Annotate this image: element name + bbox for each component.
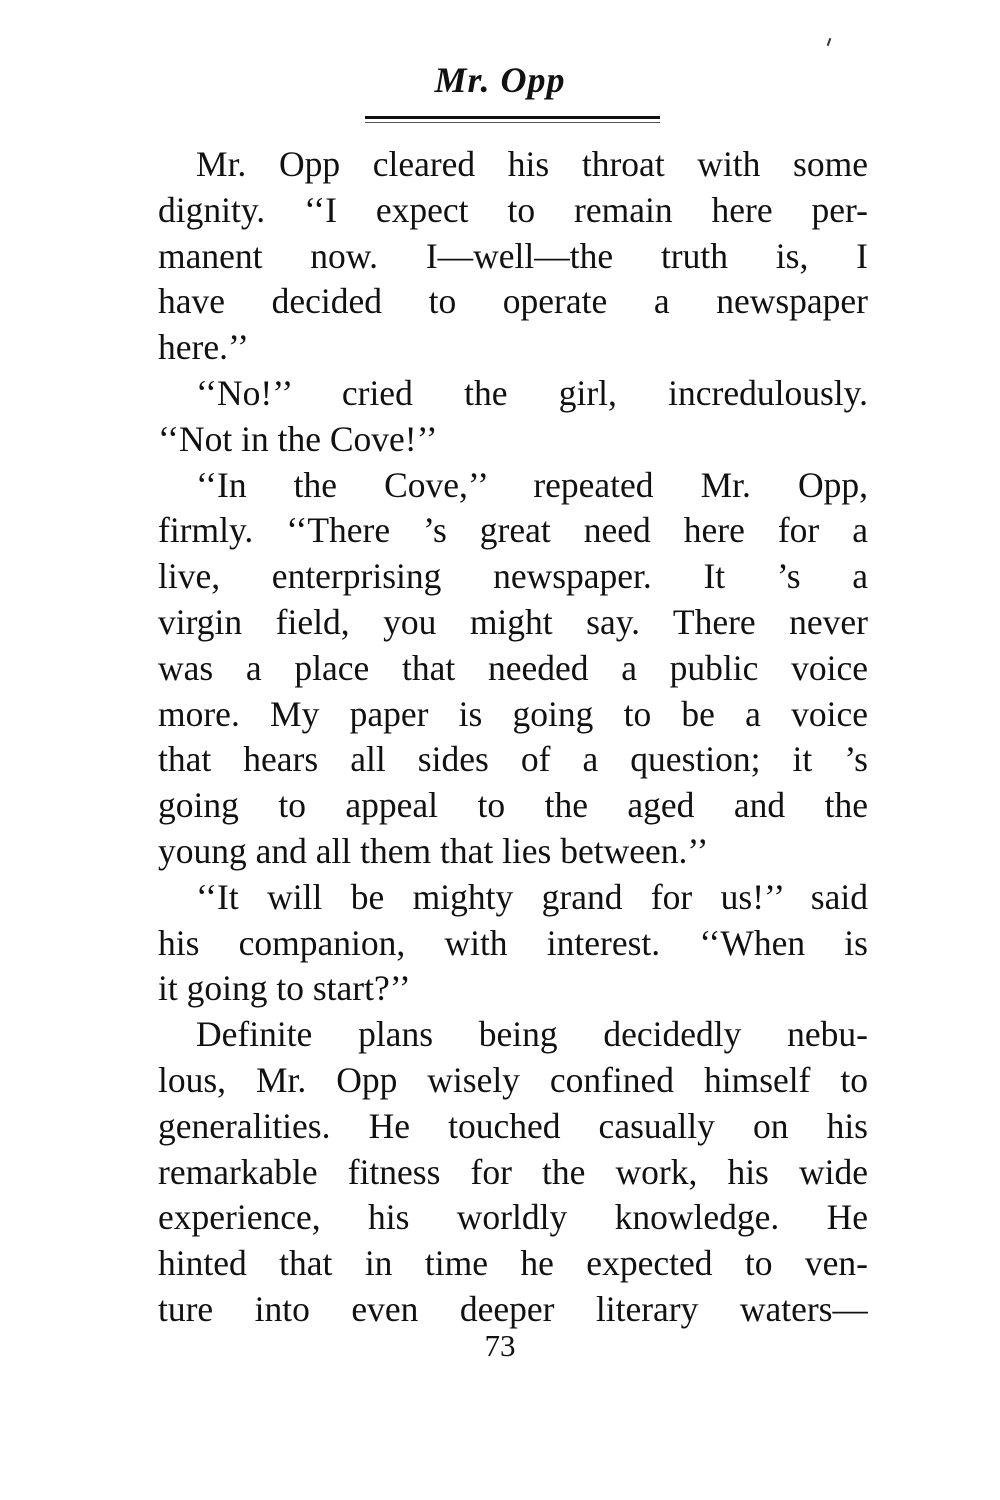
text-line: hinted that in time he expected to ven- [158, 1243, 868, 1284]
paragraph [158, 1012, 868, 1333]
paragraph [158, 875, 868, 1012]
text-line: his companion, with interest. ‘‘When is [158, 922, 868, 963]
text-line: going to appeal to the aged and the [158, 785, 868, 826]
text-line: virgin field, you might say. There never [158, 601, 868, 642]
header-rule-thin [365, 122, 660, 123]
running-title: Mr. Opp [434, 60, 566, 100]
text-line: remarkable fitness for the work, his wide [158, 1151, 868, 1192]
text-line: young and all them that lies between.’’ [158, 830, 709, 871]
text-line: Definite plans being decidedly nebu- [196, 1014, 868, 1055]
stray-mark [827, 38, 832, 46]
text-line: here.’’ [158, 327, 249, 368]
text-line: ‘‘It will be mighty grand for us!’’ said [196, 876, 868, 917]
text-line: more. My paper is going to be a voice [158, 693, 868, 734]
text-line: that hears all sides of a question; it ’s [158, 739, 868, 780]
text-line: ‘‘In the Cove,’’ repeated Mr. Opp, [196, 464, 868, 505]
paragraph [158, 463, 868, 875]
text-line: lous, Mr. Opp wisely confined himself to [158, 1059, 868, 1100]
text-line: was a place that needed a public voice [158, 647, 868, 688]
paragraph [158, 142, 868, 371]
text-line: manent now. I—well—the truth is, I [158, 235, 868, 276]
text-line: live, enterprising newspaper. It ’s a [158, 556, 868, 597]
text-line: it going to start?’’ [158, 968, 411, 1009]
text-line: firmly. ‘‘There ’s great need here for a [158, 510, 868, 551]
text-line: dignity. ‘‘I expect to remain here per- [158, 189, 868, 230]
body-text [158, 142, 868, 1333]
header-rule [365, 116, 660, 119]
text-line: experience, his worldly knowledge. He [158, 1197, 868, 1238]
text-line: ‘‘No!’’ cried the girl, incredulously. [196, 372, 868, 413]
text-line: Mr. Opp cleared his throat with some [196, 144, 868, 184]
text-line: generalities. He touched casually on his [158, 1105, 868, 1146]
paragraph [158, 371, 868, 463]
text-line: ture into even deeper literary waters— [158, 1288, 868, 1329]
text-line: ‘‘Not in the Cove!’’ [158, 418, 438, 459]
page-number: 73 [484, 1328, 516, 1363]
text-line: have decided to operate a newspaper [158, 281, 868, 322]
